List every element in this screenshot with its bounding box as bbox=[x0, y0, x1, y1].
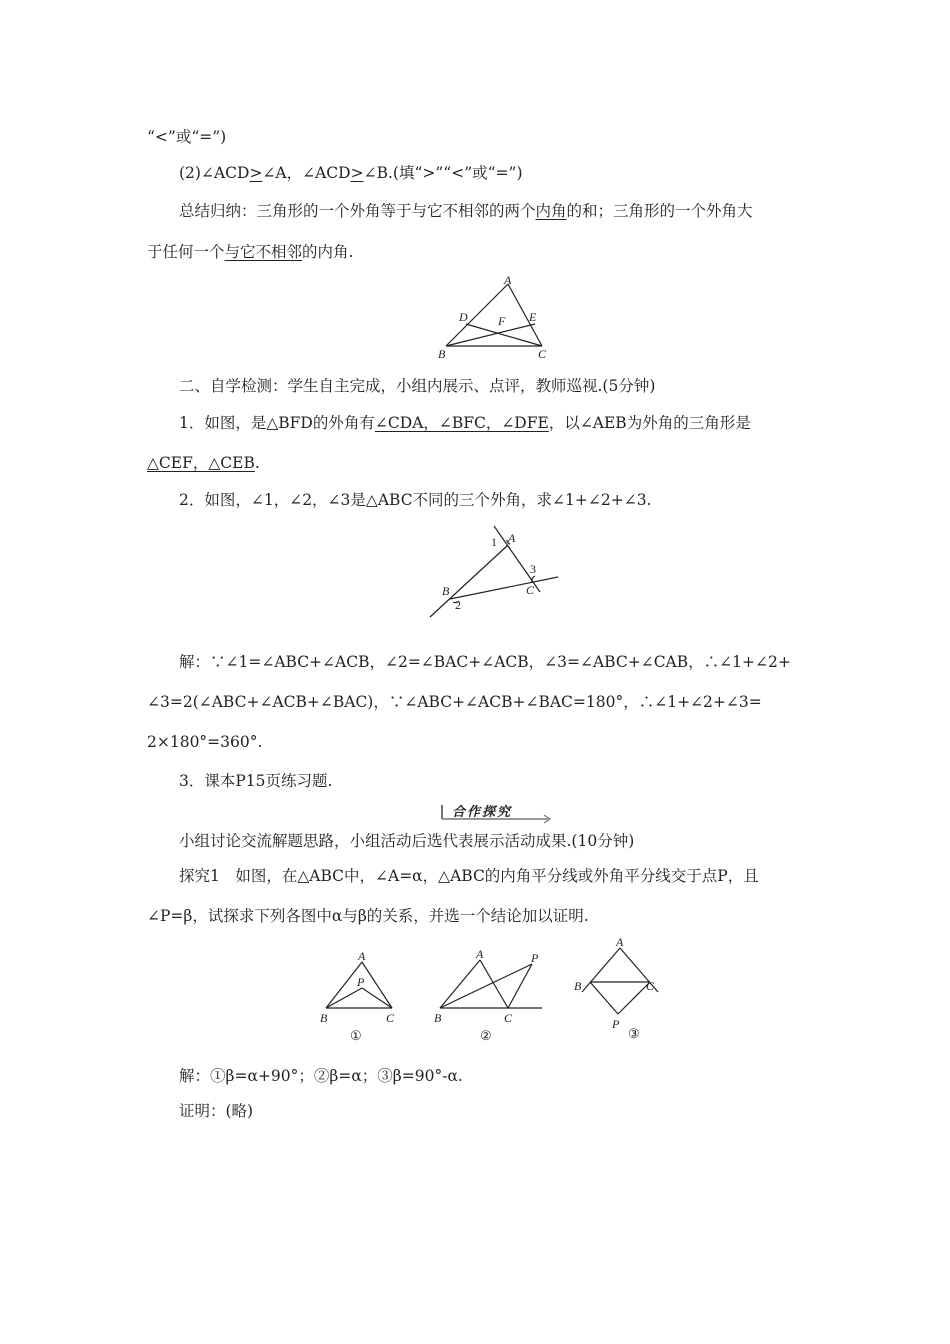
text-line-1: “<”或“=”) bbox=[147, 128, 227, 146]
text-line-2 bbox=[179, 163, 523, 183]
fig1-label-c: C bbox=[538, 347, 547, 361]
fig3a-label-c: C bbox=[386, 1011, 395, 1025]
fig2-label-a: A bbox=[508, 531, 516, 545]
text-line-5: 二、自学检测：学生自主完成，小组内展示、点评，教师巡视.(5分钟) bbox=[179, 377, 656, 395]
fig1-label-d: D bbox=[459, 310, 468, 324]
fig1-label-a: A bbox=[504, 273, 512, 287]
text-line-10: ∠3=2(∠ABC+∠ACB+∠BAC)，∵∠ABC+∠ACB+∠BAC=180°，∴∠1+∠2+∠3= bbox=[147, 693, 762, 711]
fig2-label-b: B bbox=[442, 584, 450, 598]
q2-part-c: ∠A，∠ACD bbox=[262, 164, 351, 182]
q1-part-c: ，以∠AEB为外角的三角形是 bbox=[548, 414, 751, 432]
text-line-17: 证明：(略) bbox=[179, 1102, 254, 1120]
fig3b-label-p: P bbox=[531, 951, 539, 965]
text-line-4 bbox=[147, 242, 353, 262]
figure-case-3 bbox=[568, 934, 668, 1046]
fig3b-label-a: A bbox=[476, 947, 484, 961]
fig3b-label-c: C bbox=[504, 1011, 513, 1025]
fig1-label-e: E bbox=[529, 310, 537, 324]
fig2-label-3: 3 bbox=[530, 562, 536, 576]
fig2-label-c: C bbox=[526, 583, 535, 597]
fig3a-label-a: A bbox=[358, 949, 366, 963]
summary-answer-1: 内角 bbox=[535, 202, 567, 220]
figure-triangle-def bbox=[438, 272, 558, 364]
q2-part-a: (2)∠ACD bbox=[179, 164, 250, 182]
q2-part-e: ∠B.(填“>”“<”或“=”) bbox=[363, 164, 523, 182]
summary-part-a: 总结归纳：三角形的一个外角等于与它不相邻的两个 bbox=[179, 202, 536, 220]
figure-case-1 bbox=[318, 948, 402, 1044]
fig3c-label-p: P bbox=[612, 1017, 620, 1031]
fig3b-label-b: B bbox=[434, 1011, 442, 1025]
summary-part-c: 的和；三角形的一个外角大 bbox=[566, 202, 753, 220]
q1-answer-1: ∠CDA，∠BFC，∠DFE bbox=[374, 414, 549, 432]
text-line-3 bbox=[179, 201, 753, 221]
figure-exterior-angles bbox=[428, 522, 568, 622]
q1-end: . bbox=[254, 454, 260, 472]
fig2-label-2: 2 bbox=[455, 598, 461, 612]
fig3c-label-b: B bbox=[574, 979, 582, 993]
fig3a-caption: ① bbox=[350, 1028, 362, 1043]
q2-answer-1: > bbox=[249, 164, 263, 182]
fig3c-caption: ③ bbox=[628, 1026, 640, 1041]
figure-case-2 bbox=[432, 948, 548, 1044]
text-line-8: 2．如图，∠1，∠2，∠3是△ABC不同的三个外角，求∠1+∠2+∠3. bbox=[179, 491, 652, 509]
fig1-label-f: F bbox=[498, 314, 506, 328]
fig2-label-1: 1 bbox=[491, 535, 497, 549]
fig3a-label-b: B bbox=[320, 1011, 328, 1025]
text-line-6 bbox=[179, 413, 751, 433]
q1-part-a: 1．如图，是△BFD的外角有 bbox=[179, 414, 375, 432]
fig3b-caption: ② bbox=[480, 1028, 492, 1043]
text-line-7 bbox=[147, 453, 260, 473]
text-line-12: 3．课本P15页练习题. bbox=[179, 772, 333, 790]
fig3a-label-p: P bbox=[357, 975, 365, 989]
text-line-16: 解：①β=α+90°；②β=α；③β=90°-α. bbox=[179, 1067, 463, 1085]
text-line-13: 小组讨论交流解题思路，小组活动后选代表展示活动成果.(10分钟) bbox=[179, 832, 635, 850]
text-line-9: 解：∵∠1=∠ABC+∠ACB，∠2=∠BAC+∠ACB，∠3=∠ABC+∠CAB，∴∠1+∠2+ bbox=[179, 653, 791, 671]
section-header-title: 合作探究 bbox=[452, 805, 513, 820]
text-line-14: 探究1 如图，在△ABC中，∠A=α，△ABC的内角平分线或外角平分线交于点P，且 bbox=[179, 867, 759, 885]
q2-answer-2: > bbox=[350, 164, 364, 182]
fig1-label-b: B bbox=[438, 347, 446, 361]
summary2-part-a: 于任何一个 bbox=[147, 243, 225, 261]
text-line-15: ∠P=β，试探求下列各图中α与β的关系，并选一个结论加以证明. bbox=[147, 907, 589, 925]
text-line-11: 2×180°=360°. bbox=[147, 733, 263, 751]
fig3c-label-c: C bbox=[646, 979, 655, 993]
q1-answer-2: △CEF，△CEB bbox=[147, 454, 255, 472]
summary2-part-c: 的内角. bbox=[302, 243, 354, 261]
fig3c-label-a: A bbox=[616, 935, 624, 949]
summary-answer-2: 与它不相邻 bbox=[224, 243, 303, 261]
